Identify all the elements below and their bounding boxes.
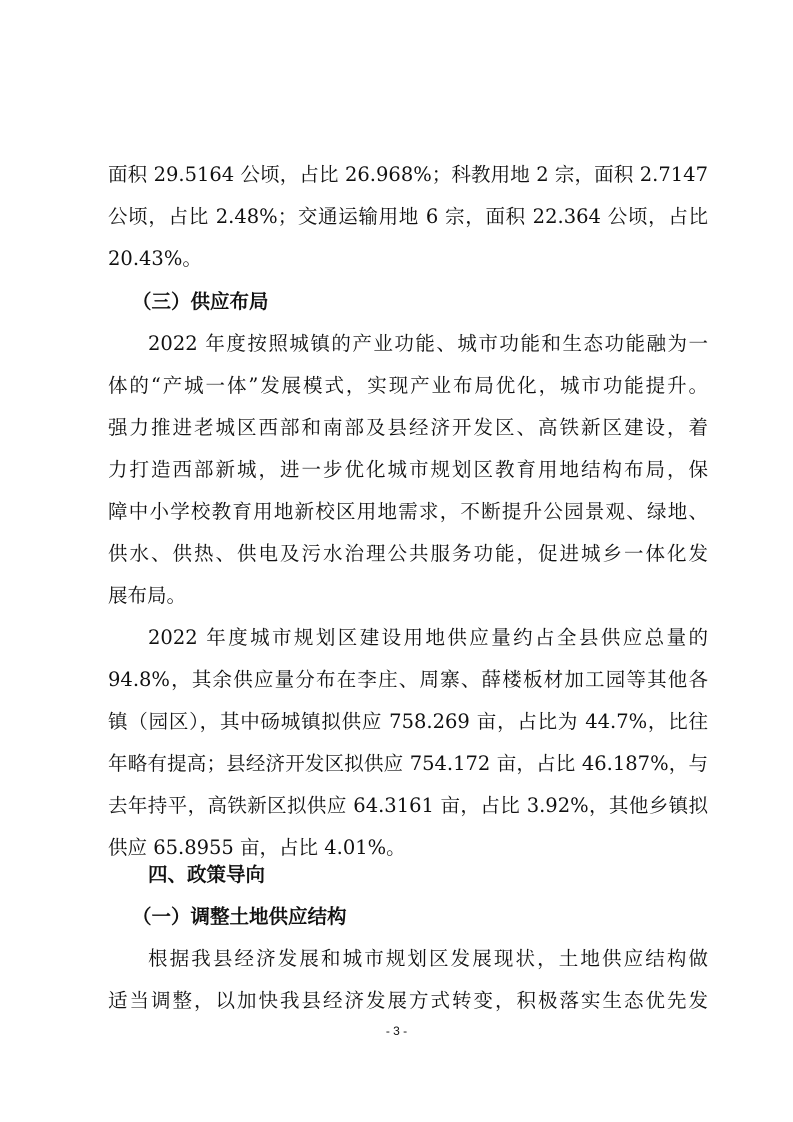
body-text-line: 障中小学校教育用地新校区用地需求，不断提升公园景观、绿地、 <box>108 500 708 523</box>
body-text-line: 2022 年度城市规划区建设用地供应量约占全县供应总量的 <box>148 626 708 649</box>
body-text-line: 2022 年度按照城镇的产业功能、城市功能和生态功能融为一 <box>148 332 708 355</box>
section-heading-adjust-supply-structure: （一）调整土地供应结构 <box>132 905 347 928</box>
page-number: - 3 - <box>385 1024 408 1038</box>
body-text-line: 体的“产城一体”发展模式，实现产业布局优化，城市功能提升。 <box>108 374 708 397</box>
body-text-line: 强力推进老城区西部和南部及县经济开发区、高铁新区建设，着 <box>108 416 708 439</box>
body-text-line: 展布局。 <box>108 584 187 607</box>
body-text-line: 供水、供热、供电及污水治理公共服务功能，促进城乡一体化发 <box>108 542 708 565</box>
body-text-line: 94.8%，其余供应量分布在李庄、周寨、薛楼板材加工园等其他各 <box>108 668 708 691</box>
body-text-line: 去年持平，高铁新区拟供应 64.3161 亩，占比 3.92%，其他乡镇拟 <box>108 794 708 817</box>
section-heading-policy: 四、政策导向 <box>148 863 266 886</box>
body-text-line: 20.43%。 <box>108 247 202 270</box>
section-heading-supply-layout: （三）供应布局 <box>132 290 269 313</box>
body-text-line: 公顷，占比 2.48%；交通运输用地 6 宗，面积 22.364 公顷，占比 <box>108 205 708 228</box>
body-text-line: 镇（园区），其中砀城镇拟供应 758.269 亩，占比为 44.7%，比往 <box>108 710 708 733</box>
body-text-line: 力打造西部新城，进一步优化城市规划区教育用地结构布局，保 <box>108 458 708 481</box>
body-text-line: 根据我县经济发展和城市规划区发展现状，土地供应结构做 <box>148 947 708 970</box>
body-text-line: 供应 65.8955 亩，占比 4.01%。 <box>108 836 406 859</box>
body-text-line: 适当调整，以加快我县经济发展方式转变，积极落实生态优先发 <box>108 989 708 1012</box>
body-text-line: 年略有提高；县经济开发区拟供应 754.172 亩，占比 46.187%，与 <box>108 752 708 775</box>
body-text-line: 面积 29.5164 公顷，占比 26.968%；科教用地 2 宗，面积 2.7147 <box>108 163 708 186</box>
